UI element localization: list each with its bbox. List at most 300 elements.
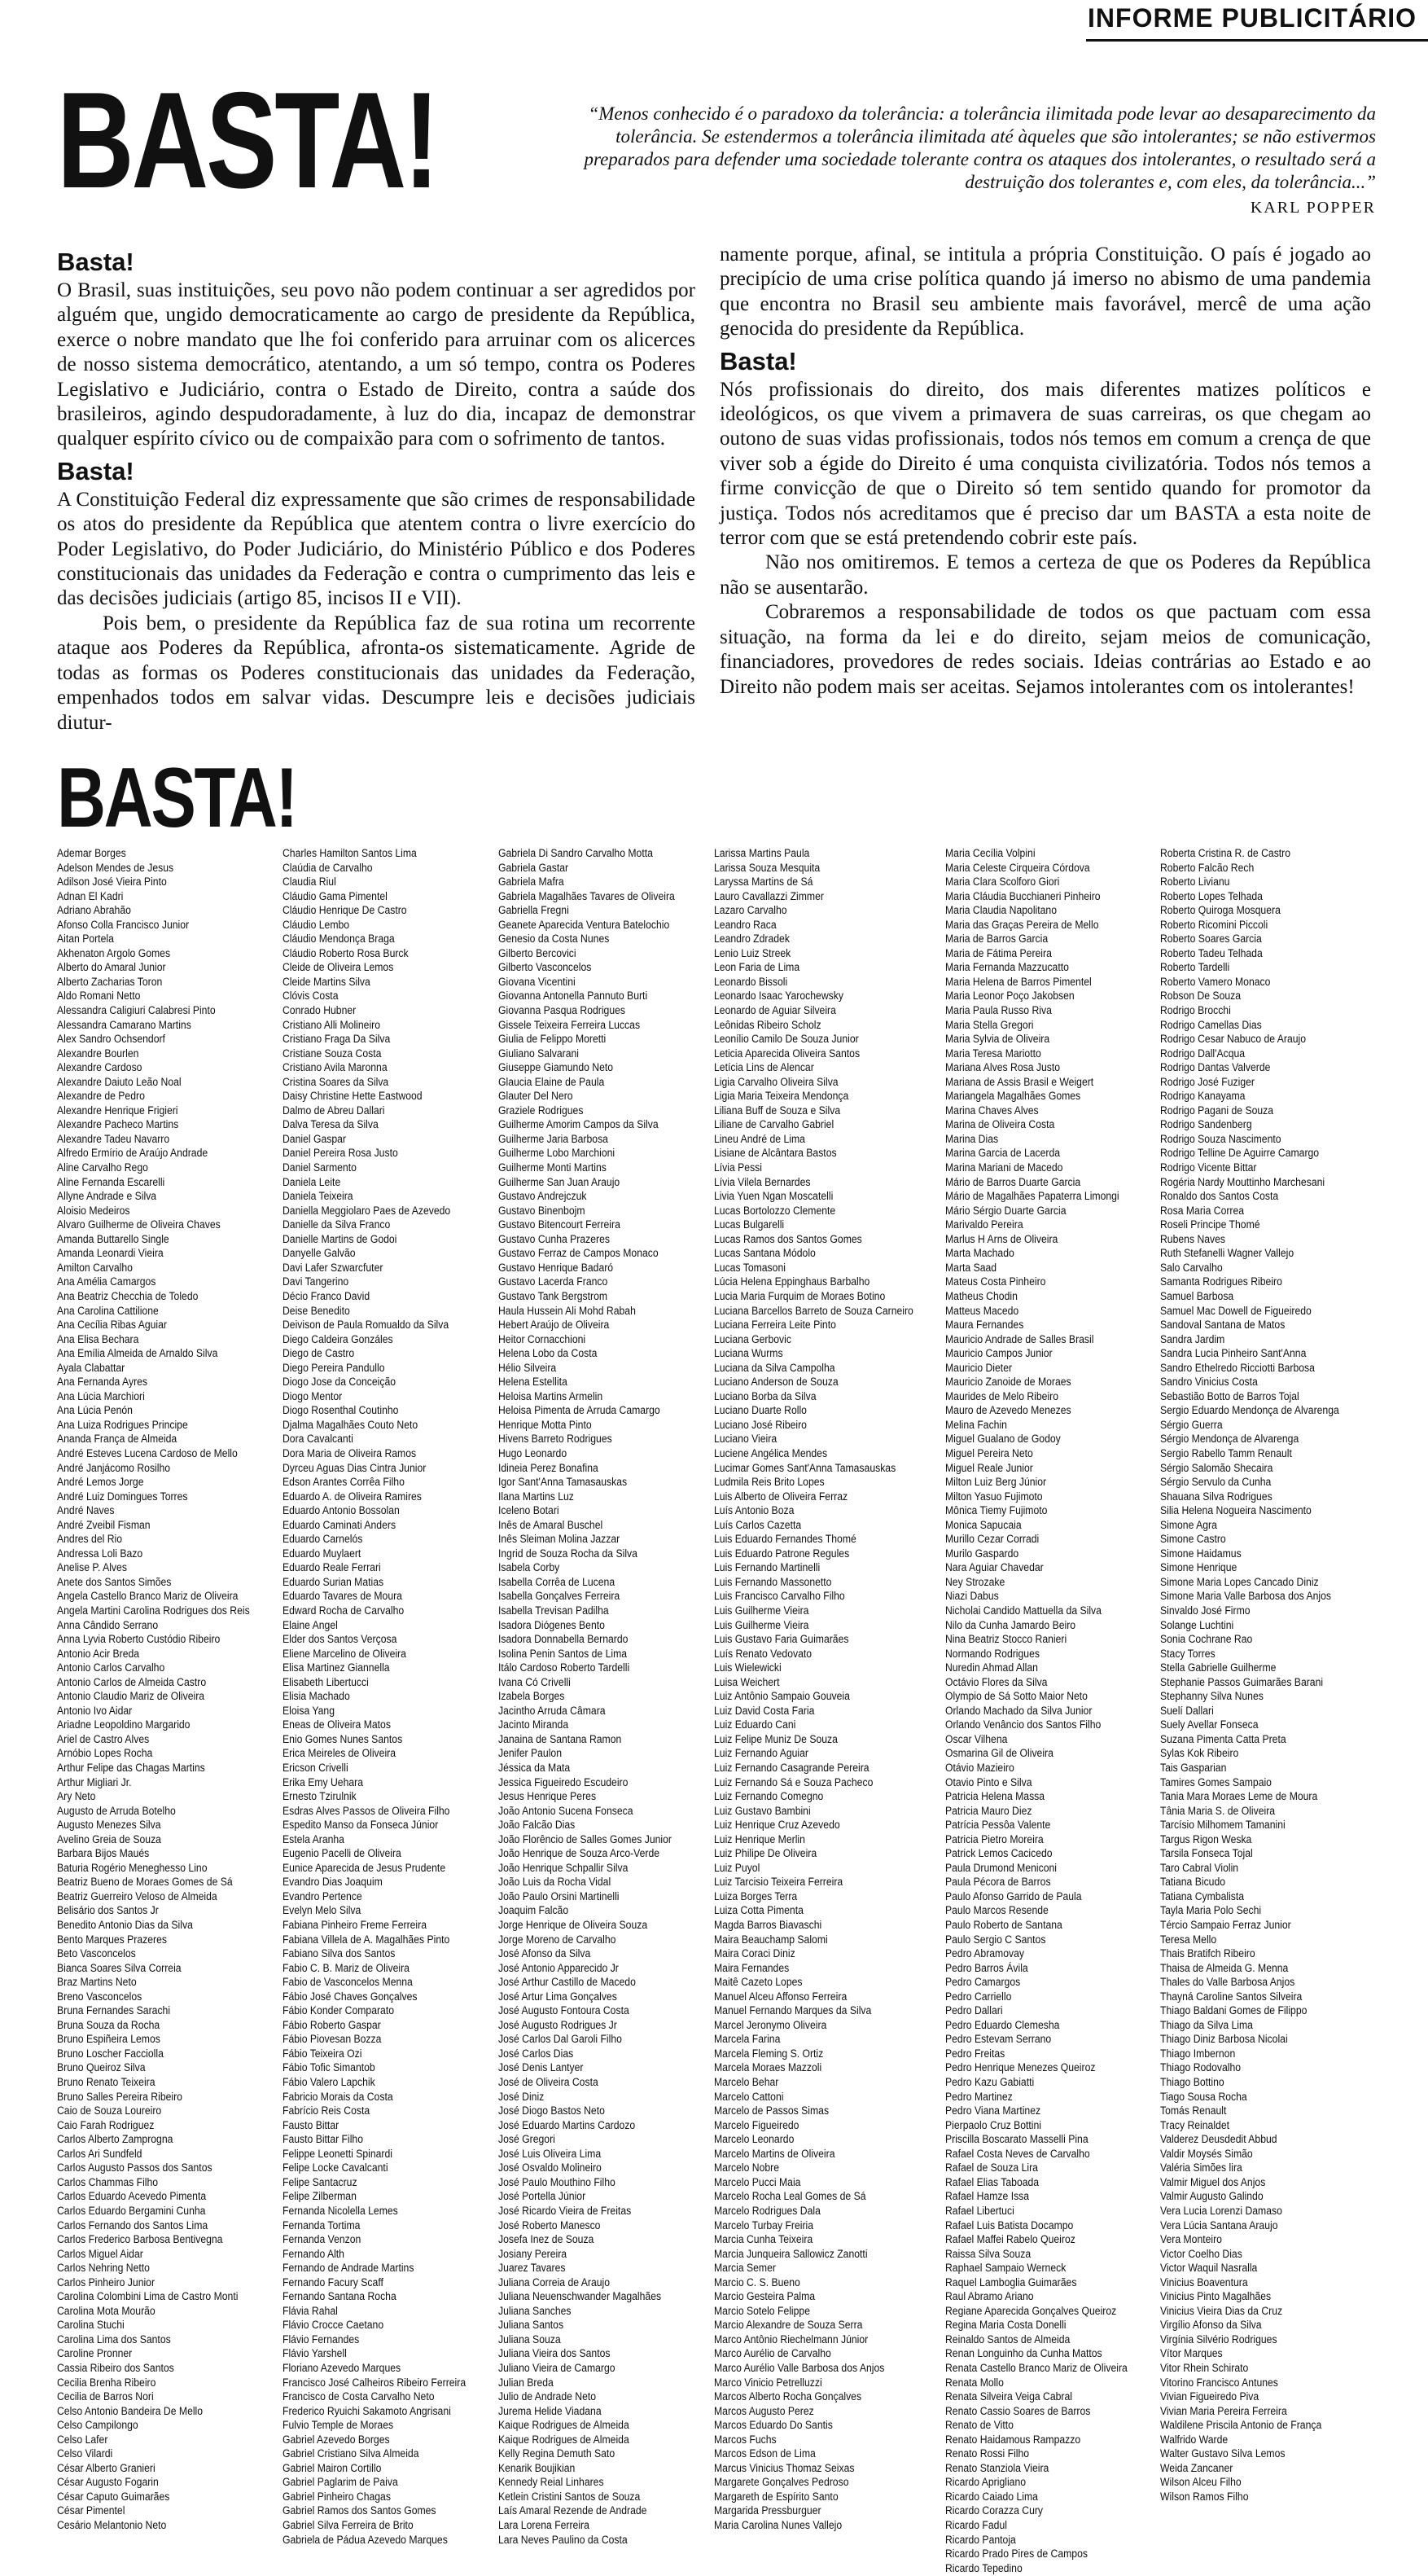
signatory-name: Arnóbio Lopes Rocha: [57, 1747, 153, 1761]
signatory-name: Thais Bratifch Ribeiro: [1160, 1947, 1255, 1961]
signatory-name: Djalma Magalhães Couto Neto: [283, 1418, 418, 1432]
signatory-name: Ananda França de Almeida: [57, 1433, 177, 1446]
signatory-name: Itálo Cardoso Roberto Tardelli: [497, 1661, 630, 1675]
signatory-name: Guilherme Lobo Marchioni: [497, 1147, 615, 1161]
signatory-name: Sandoval Santana de Matos: [1160, 1319, 1286, 1332]
signatory-name: Luiz Felipe Muniz De Souza: [713, 1732, 838, 1746]
signatory-name: Thiago Imbernon: [1160, 2047, 1236, 2060]
signatory-name: Maria Clara Scolforo Giori: [944, 875, 1059, 889]
signatory-name: Alexandre Tadeu Navarro: [57, 1132, 170, 1146]
signatory-name: Paulo Marcos Resende: [944, 1904, 1049, 1918]
signatory-name: Antonio Ivo Aidar: [57, 1704, 133, 1718]
signatory-name: Mário Sérgio Duarte Garcia: [944, 1204, 1067, 1218]
signatory-name: José Eduardo Martins Cardozo: [497, 2118, 636, 2132]
signatory-name: Gabriel Cristiano Silva Almeida: [283, 2447, 419, 2461]
signatory-name: Joaquim Falcão: [497, 1904, 569, 1918]
signatory-name: Fábio Piovesan Bozza: [283, 2033, 382, 2047]
signatory-name: Leonardo Bissoli: [713, 975, 787, 989]
signatory-name: Maurides de Melo Ribeiro: [944, 1389, 1058, 1403]
signatory-name: Jéssica da Mata: [497, 1762, 571, 1775]
signatory-name: Otávio Mazieiro: [944, 1762, 1014, 1775]
signatory-name: Ingrid de Souza Rocha da Silva: [497, 1547, 637, 1560]
signatory-name: Alexandre Henrique Frigieri: [57, 1104, 178, 1117]
signatory-name: Nara Aguiar Chavedar: [944, 1561, 1044, 1575]
signatory-name: Tiago Sousa Rocha: [1160, 2090, 1248, 2104]
signatory-name: José Osvaldo Molineiro: [497, 2161, 602, 2175]
signatory-name: Monica Sapucaia: [944, 1518, 1022, 1532]
signatory-name: Evandro Pertence: [283, 1889, 362, 1903]
signatory-name: Luiz Eduardo Cani: [713, 1718, 795, 1732]
signatory-name: Sonia Cochrane Rao: [1160, 1633, 1253, 1647]
signatory-name: Walter Gustavo Silva Lemos: [1160, 2447, 1286, 2461]
signatory-name: Geanete Aparecida Ventura Batelochio: [497, 918, 670, 932]
signatory-name: Ivana Có Crivelli: [497, 1675, 571, 1689]
signatory-name: Eduardo A. de Oliveira Ramires: [283, 1490, 423, 1503]
signatory-name: Eduardo Tavares de Moura: [283, 1590, 403, 1604]
signatory-name: Luiz Henrique Cruz Azevedo: [713, 1819, 840, 1832]
signatory-name: Amilton Carvalho: [57, 1261, 133, 1275]
signatory-name: Belisário dos Santos Jr: [57, 1904, 159, 1918]
signatory-name: Helena Lobo da Costa: [497, 1347, 598, 1361]
signatory-name: Elisabeth Libertucci: [283, 1675, 370, 1689]
signatory-name: Pedro Eduardo Clemesha: [944, 2018, 1060, 2032]
signatory-name: Simone Haidamus: [1160, 1547, 1242, 1560]
signatory-name: Pedro Abramovay: [944, 1947, 1024, 1961]
signatory-name: Ana Amélia Camargos: [57, 1275, 156, 1289]
signatory-name: Roberto Livianu: [1160, 875, 1230, 889]
article-column-right: [720, 243, 1371, 700]
signatory-name: Marco Vinicio Petrelluzzi: [713, 2376, 822, 2389]
signatory-name: Luis Eduardo Fernandes Thomé: [713, 1533, 856, 1547]
signatory-name: João Paulo Orsini Martinelli: [497, 1889, 620, 1903]
signatory-name: Danielle da Silva Franco: [283, 1218, 391, 1232]
signatory-name: Tayla Maria Polo Sechi: [1160, 1904, 1262, 1918]
signatory-name: André Zveibil Fisman: [57, 1518, 151, 1532]
signatory-name: Giovanna Antonella Pannuto Burti: [497, 990, 648, 1003]
signatory-name: Daniel Sarmento: [283, 1161, 357, 1175]
signatory-name: Maria Cecília Volpini: [944, 847, 1036, 860]
signatory-name: Marcio Gesteira Palma: [713, 2290, 815, 2304]
signatory-name: Maria Cláudia Bucchianeri Pinheiro: [944, 889, 1101, 903]
signatory-name: Luis Guilherme Vieira: [713, 1618, 809, 1632]
signatory-name: Luiz Gustavo Bambini: [713, 1804, 811, 1818]
signatory-name: Fabio C. B. Mariz de Oliveira: [283, 1961, 410, 1975]
signatory-name: Milton Yasuo Fujimoto: [944, 1490, 1043, 1503]
signatory-name: César Augusto Fogarin: [57, 2476, 159, 2490]
signatory-name: Murillo Cezar Corradi: [944, 1533, 1039, 1547]
signatory-name: Antonio Carlos Carvalho: [57, 1661, 165, 1675]
signatory-name: Renata Castello Branco Mariz de Oliveira: [944, 2361, 1128, 2375]
paragraph: Não nos omitiremos. E temos a certeza de que os Poderes da República não se ausentarão.: [720, 551, 1371, 599]
signatory-name: José Augusto Fontoura Costa: [497, 2004, 629, 2018]
signatory-name: Ney Strozake: [944, 1575, 1005, 1589]
signatory-name: Aline Carvalho Rego: [57, 1161, 148, 1175]
signatory-name: Marcelo Rodrigues Dala: [713, 2204, 821, 2218]
signatory-name: Salo Carvalho: [1160, 1261, 1223, 1275]
header-label: INFORME PUBLICITÁRIO: [1088, 3, 1417, 33]
signatory-name: Murilo Gaspardo: [944, 1547, 1018, 1560]
signatory-name: Gilberto Bercovici: [497, 946, 576, 960]
signatory-name: Alessandra Caligiuri Calabresi Pinto: [57, 1004, 216, 1018]
signatory-name: Carlos Augusto Passos dos Santos: [57, 2161, 212, 2175]
signatory-name: Isabella Corrêa de Lucena: [497, 1575, 615, 1589]
signatory-name: Carolina Lima dos Santos: [57, 2332, 171, 2346]
signatory-name: Larissa Souza Mesquita: [713, 861, 820, 875]
signatory-name: Pedro Viana Martinez: [944, 2104, 1040, 2118]
signatory-name: Marcela Fleming S. Ortiz: [713, 2047, 823, 2060]
signatory-name: Marcelo Pucci Maia: [713, 2175, 801, 2189]
signatory-name: Luciano Anderson de Souza: [713, 1376, 839, 1389]
signatory-name: Fernando de Andrade Martins: [283, 2262, 414, 2275]
signatory-name: Ana Lúcia Penón: [57, 1404, 133, 1418]
signatory-name: Isadora Donnabella Bernardo: [497, 1633, 629, 1647]
signatories-column: [945, 847, 1129, 2576]
signatory-name: Marcus Vinicius Thomaz Seixas: [713, 2461, 855, 2475]
signatory-name: Ayala Clabattar: [57, 1361, 125, 1375]
signatory-name: Luciana Barcellos Barreto de Souza Carneiro: [713, 1304, 913, 1318]
signatory-name: Sandra Jardim: [1160, 1332, 1225, 1346]
signatory-name: Luiz Fernando Comegno: [713, 1790, 823, 1804]
signatory-name: Luiz Fernando Aguiar: [713, 1747, 808, 1761]
signatory-name: Angela Castello Branco Mariz de Oliveira: [57, 1590, 239, 1604]
signatory-name: Rodrigo Dall'Acqua: [1160, 1047, 1246, 1060]
signatory-name: Lucas Ramos dos Santos Gomes: [713, 1232, 862, 1246]
signatory-name: Jenifer Paulon: [497, 1747, 562, 1761]
signatory-name: Luis Fernando Martinelli: [713, 1561, 820, 1575]
signatory-name: Danielle Martins de Godoi: [283, 1232, 397, 1246]
signatory-name: Juliano Vieira de Camargo: [497, 2361, 615, 2375]
signatory-name: Kenarik Boujikian: [497, 2461, 576, 2475]
signatory-name: Fábio Konder Comparato: [283, 2004, 395, 2018]
signatory-name: Antonio Carlos de Almeida Castro: [57, 1675, 207, 1689]
signatory-name: Luiz Fernando Casagrande Pereira: [713, 1762, 870, 1775]
signatory-name: Deivison de Paula Romualdo da Silva: [283, 1319, 449, 1332]
signatory-name: Luis Guilherme Vieira: [713, 1604, 809, 1617]
signatory-name: Pedro Carriello: [944, 1990, 1011, 2003]
signatory-name: Luisa Weichert: [713, 1675, 780, 1689]
signatory-name: Cláudio Gama Pimentel: [283, 889, 388, 903]
signatory-name: Gilberto Vasconcelos: [497, 961, 592, 975]
signatory-name: Luís Antonio Boza: [713, 1504, 794, 1518]
signatory-name: Fernanda Venzon: [283, 2233, 361, 2247]
signatory-name: Renato Stanziola Vieira: [944, 2461, 1049, 2475]
signatory-name: Mateus Costa Pinheiro: [944, 1275, 1046, 1289]
signatory-name: Rodrigo Vicente Bittar: [1160, 1161, 1257, 1175]
signatory-name: Luis Wielewicki: [713, 1661, 782, 1675]
signatory-name: João Florêncio de Salles Gomes Junior: [497, 1832, 672, 1846]
signatory-name: Maria Carolina Nunes Vallejo: [713, 2518, 842, 2532]
signatory-name: Heloisa Pimenta de Arruda Camargo: [497, 1404, 660, 1418]
signatory-name: Wilson Ramos Filho: [1160, 2490, 1249, 2504]
signatory-name: Breno Vasconcelos: [57, 1990, 142, 2003]
signatory-name: Raphael Sampaio Werneck: [944, 2262, 1066, 2275]
signatory-name: Ana Emília Almeida de Arnaldo Silva: [57, 1347, 218, 1361]
signatory-name: Bruno Renato Teixeira: [57, 2076, 156, 2090]
signatory-name: José Roberto Manesco: [497, 2218, 601, 2232]
signatory-name: Bento Marques Prazeres: [57, 1933, 167, 1946]
signatory-name: Giuliano Salvarani: [497, 1047, 579, 1060]
signatory-name: Gabriel Silva Ferreira de Brito: [283, 2518, 414, 2532]
signatory-name: Iceleno Botari: [497, 1504, 559, 1518]
signatory-name: Luiz Fernando Sá e Souza Pacheco: [713, 1775, 873, 1789]
signatory-name: Idineia Perez Bonafina: [497, 1461, 598, 1475]
signatory-name: Marcela Moraes Mazzoli: [713, 2061, 821, 2075]
signatory-name: Roberto Tardelli: [1160, 961, 1230, 975]
signatory-name: Bianca Soares Silva Correia: [57, 1961, 182, 1975]
signatory-name: Espedito Manso da Fonseca Júnior: [283, 1819, 439, 1832]
signatory-name: Juliana Correia de Araujo: [497, 2275, 610, 2289]
signatory-name: Conrado Hubner: [283, 1004, 357, 1018]
signatory-name: Tracy Reinaldet: [1160, 2118, 1230, 2132]
signatory-name: Vítor Marques: [1160, 2347, 1223, 2361]
signatory-name: Carlos Eduardo Bergamini Cunha: [57, 2204, 206, 2218]
signatory-name: Simone Maria Lopes Cancado Diniz: [1160, 1575, 1319, 1589]
signatory-name: Ana Fernanda Ayres: [57, 1376, 148, 1389]
signatory-name: Ariel de Castro Alves: [57, 1732, 150, 1746]
signatory-name: Ligia Maria Teixeira Mendonça: [713, 1090, 848, 1104]
signatory-name: Mauricio Dieter: [944, 1361, 1012, 1375]
signatory-name: Rodrigo José Fuziger: [1160, 1075, 1255, 1089]
signatory-name: Graziele Rodrigues: [497, 1104, 584, 1117]
signatory-name: Ricardo Corazza Cury: [944, 2504, 1043, 2518]
signatory-name: Thiago Bottino: [1160, 2076, 1224, 2090]
signatory-name: Alfredo Ermírio de Araújo Andrade: [57, 1147, 208, 1161]
signatory-name: Shauana Silva Rodrigues: [1160, 1490, 1272, 1503]
signatory-name: Hélio Silveira: [497, 1361, 557, 1375]
signatory-name: Guilherme Amorim Campos da Silva: [497, 1118, 659, 1132]
signatory-name: José Luis Oliveira Lima: [497, 2147, 602, 2161]
signatory-name: Marivaldo Pereira: [944, 1218, 1023, 1232]
signatory-name: Fabiana Villela de A. Magalhães Pinto: [283, 1933, 450, 1946]
signatory-name: Diego Pereira Pandullo: [283, 1361, 385, 1375]
signatory-name: Augusto de Arruda Botelho: [57, 1804, 176, 1818]
signatory-name: Guilherme San Juan Araujo: [497, 1175, 620, 1189]
signatory-name: Anna Cândido Serrano: [57, 1618, 159, 1632]
signatory-name: Jurema Helide Viadana: [497, 2404, 602, 2418]
signatory-name: Luis Eduardo Patrone Regules: [713, 1547, 849, 1560]
signatory-name: Tatiana Bicudo: [1160, 1876, 1226, 1889]
signatory-name: Alvaro Guilherme de Oliveira Chaves: [57, 1218, 221, 1232]
signatory-name: Davi Tangerino: [283, 1275, 349, 1289]
signatory-name: Tomás Renault: [1160, 2104, 1227, 2118]
signatory-name: Valdir Moysés Simão: [1160, 2147, 1253, 2161]
signatory-name: Roseli Principe Thomé: [1160, 1218, 1260, 1232]
signatory-name: Raul Abramo Ariano: [944, 2290, 1034, 2304]
signatory-name: Valmir Miguel dos Anjos: [1160, 2175, 1266, 2189]
signatory-name: Sylas Kok Ribeiro: [1160, 1747, 1239, 1761]
signatory-name: Mauricio Andrade de Salles Brasil: [944, 1332, 1094, 1346]
signatory-name: Maria Sylvia de Oliveira: [944, 1033, 1049, 1047]
signatory-name: Maria Celeste Cirqueira Córdova: [944, 861, 1090, 875]
signatory-name: Roberto Lopes Telhada: [1160, 889, 1264, 903]
signatory-name: Rodrigo Cesar Nabuco de Araujo: [1160, 1033, 1307, 1047]
signatory-name: Ariadne Leopoldino Margarido: [57, 1718, 191, 1732]
signatory-name: Diego Caldeira Gonzáles: [283, 1332, 393, 1346]
signatory-name: César Caputo Guimarães: [57, 2490, 170, 2504]
signatory-name: Renata Silveira Veiga Cabral: [944, 2390, 1072, 2404]
signatory-name: Rafael Maffei Rabelo Queiroz: [944, 2233, 1075, 2247]
signatory-name: Solange Luchtini: [1160, 1618, 1234, 1632]
signatory-name: Ary Neto: [57, 1790, 96, 1804]
signatory-name: Nicholai Candido Mattuella da Silva: [944, 1604, 1102, 1617]
signatory-name: Francisco José Calheiros Ribeiro Ferreira: [283, 2376, 467, 2389]
signatory-name: Margarete Gonçalves Pedroso: [713, 2476, 849, 2490]
signatory-name: Gabriel Paglarim de Paiva: [283, 2476, 398, 2490]
signatory-name: Diogo Rosenthal Coutinho: [283, 1404, 399, 1418]
signatory-name: Leonardo de Aguiar Silveira: [713, 1004, 836, 1018]
signatory-name: Margareth de Espírito Santo: [713, 2490, 839, 2504]
signatory-name: Diogo Mentor: [283, 1389, 343, 1403]
signatory-name: Valderez Deusdedit Abbud: [1160, 2133, 1277, 2147]
signatory-name: Cláudio Mendonça Braga: [283, 933, 395, 946]
signatory-name: Marcelo Turbay Freiria: [713, 2218, 813, 2232]
signatory-name: Thiago Rodovalho: [1160, 2061, 1242, 2075]
signatory-name: Amanda Buttarello Single: [57, 1232, 169, 1246]
signatory-name: Ruth Stefanelli Wagner Vallejo: [1160, 1247, 1294, 1261]
signatory-name: Roberto Falcão Rech: [1160, 861, 1255, 875]
epigraph-quote: “Menos conhecido é o paradoxo da tolerância: a tolerância ilimitada pode levar ao desaparecimento da tolerância. Se estendermos a tolerância ilimitada até àqueles que são intolerantes; se não estivermos preparados para defender uma sociedade tolerante contra os ataques dos intolerantes, o resultado será a destruição dos tolerantes e, com eles, da tolerância...”: [584, 103, 1376, 192]
signatory-name: Luiz Antônio Sampaio Gouveia: [713, 1690, 850, 1704]
signatory-name: Lazaro Carvalho: [713, 904, 787, 918]
signatory-name: Otavio Pinto e Silva: [944, 1775, 1032, 1789]
signatory-name: Celso Campilongo: [57, 2419, 138, 2433]
signatory-name: Daniela Leite: [283, 1175, 341, 1189]
signatory-name: Marta Machado: [944, 1247, 1014, 1261]
signatory-name: Osmarina Gil de Oliveira: [944, 1747, 1053, 1761]
signatory-name: Leonardo Isaac Yarochewsky: [713, 990, 843, 1003]
signatory-name: Lucia Maria Furquim de Moraes Botino: [713, 1289, 885, 1303]
signatory-name: Simone Castro: [1160, 1533, 1226, 1547]
signatory-name: Marcio Alexandre de Souza Serra: [713, 2319, 863, 2332]
signatory-name: Janaina de Santana Ramon: [497, 1732, 622, 1746]
signatory-name: Mauricio Campos Junior: [944, 1347, 1053, 1361]
signatory-name: José Diogo Bastos Neto: [497, 2104, 605, 2118]
signatory-name: Gabriella Fregni: [497, 904, 569, 918]
signatory-name: Renato Haidamous Rampazzo: [944, 2433, 1080, 2447]
signatory-name: Inês de Amaral Buschel: [497, 1518, 603, 1532]
signatory-name: Maria Stella Gregori: [944, 1018, 1034, 1032]
signatory-name: Heitor Cornacchioni: [497, 1332, 586, 1346]
signatory-name: Luciana Wurms: [713, 1347, 783, 1361]
signatory-name: Luiz Philipe De Oliveira: [713, 1847, 817, 1861]
paragraph: Pois bem, o presidente da República faz de sua rotina um recorrente ataque aos Poderes da República, afronta-os sistematicamente. Agride de todas as formas os Poderes constitucionais das unidades da Federação, empenhados todos em salvar vidas. Descumpre leis e decisões judiciais diutur-: [57, 612, 695, 734]
signatory-name: Fábio Teixeira Ozi: [283, 2047, 362, 2060]
signatory-name: Sérgio Servulo da Cunha: [1160, 1476, 1272, 1490]
signatory-name: Alexandre de Pedro: [57, 1090, 145, 1104]
signatory-name: Marcelo Martins de Oliveira: [713, 2147, 835, 2161]
signatory-name: Leandro Raca: [713, 918, 777, 932]
signatory-name: Haula Hussein Ali Mohd Rabah: [497, 1304, 636, 1318]
signatory-name: Maria de Barros Garcia: [944, 933, 1048, 946]
signatory-name: Sergio Rabello Tamm Renault: [1160, 1446, 1293, 1460]
signatory-name: Décio Franco David: [283, 1289, 370, 1303]
signatory-name: Cecilia Brenha Ribeiro: [57, 2376, 156, 2389]
signatory-name: João Antonio Sucena Fonseca: [497, 1804, 633, 1818]
signatory-name: Ana Beatriz Checchia de Toledo: [57, 1289, 199, 1303]
signatory-name: Marcelo Rocha Leal Gomes de Sá: [713, 2190, 866, 2204]
signatory-name: Ketlein Cristini Santos de Souza: [497, 2490, 641, 2504]
signatory-name: Virgínia Silvério Rodrigues: [1160, 2332, 1277, 2346]
signatory-name: Luciano Duarte Rollo: [713, 1404, 807, 1418]
signatory-name: Luciano José Ribeiro: [713, 1418, 807, 1432]
signatory-name: Eduardo Caminati Anders: [283, 1518, 396, 1532]
signatory-name: Carlos Ari Sundfeld: [57, 2147, 142, 2161]
signatory-name: Lara Lorena Ferreira: [497, 2518, 589, 2532]
signatory-name: Vera Lúcia Santana Araujo: [1160, 2218, 1278, 2232]
signatory-name: Gustavo Bitencourt Ferreira: [497, 1218, 620, 1232]
signatory-name: César Alberto Granieri: [57, 2461, 156, 2475]
signatory-name: Gabriel Mairon Cortillo: [283, 2461, 382, 2475]
signatory-name: Manuel Fernando Marques da Silva: [713, 2004, 871, 2018]
signatory-name: João Henrique Schpallir Silva: [497, 1861, 629, 1875]
signatory-name: Giuseppe Giamundo Neto: [497, 1061, 613, 1075]
signatory-name: Fausto Bittar Filho: [283, 2133, 364, 2147]
signatory-name: Gustavo Henrique Badaró: [497, 1261, 613, 1275]
signatory-name: Caroline Pronner: [57, 2347, 133, 2361]
signatory-name: Kennedy Reial Linhares: [497, 2476, 604, 2490]
signatory-name: José Arthur Castillo de Macedo: [497, 1976, 636, 1990]
signatory-name: Luciano Vieira: [713, 1433, 777, 1446]
signatory-name: César Pimentel: [57, 2504, 125, 2518]
signatory-name: Elaine Angel: [283, 1618, 339, 1632]
signatory-name: Kaique Rodrigues de Almeida: [497, 2433, 629, 2447]
signatory-name: Luiz Henrique Merlin: [713, 1832, 805, 1846]
signatory-name: Heloisa Martins Armelin: [497, 1389, 603, 1403]
signatory-name: Sandro Vinicius Costa: [1160, 1376, 1259, 1389]
signatory-name: Mauricio Zanoide de Moraes: [944, 1376, 1071, 1389]
signatory-name: Rodrigo Dantas Valverde: [1160, 1061, 1271, 1075]
signatory-name: Sérgio Guerra: [1160, 1418, 1223, 1432]
signatory-name: Claúdia de Carvalho: [283, 861, 373, 875]
signatory-name: Carlos Alberto Zamprogna: [57, 2133, 173, 2147]
section-heading: Basta!: [720, 346, 797, 375]
signatory-name: Melina Fachin: [944, 1418, 1007, 1432]
signatory-name: Matteus Macedo: [944, 1304, 1018, 1318]
signatory-name: Cristiano Fraga Da Silva: [283, 1033, 391, 1047]
header-bar: [1086, 0, 1428, 42]
signatory-name: Pedro Martinez: [944, 2090, 1013, 2104]
signatory-name: Pedro Henrique Menezes Queiroz: [944, 2061, 1096, 2075]
signatory-name: Fábio Valero Lapchik: [283, 2076, 375, 2090]
signatory-name: Fábio Tofic Simantob: [283, 2061, 375, 2075]
signatory-name: Rodrigo Telline De Aguirre Camargo: [1160, 1147, 1320, 1161]
signatory-name: João Luis da Rocha Vidal: [497, 1876, 611, 1889]
signatory-name: Lisiane de Alcântara Bastos: [713, 1147, 837, 1161]
signatory-name: Fernando Santana Rocha: [283, 2290, 396, 2304]
signatory-name: Dalmo de Abreu Dallari: [283, 1104, 385, 1117]
signatory-name: Bruno Queiroz Silva: [57, 2061, 146, 2075]
signatory-name: Felipe Santacruz: [283, 2175, 357, 2189]
signatory-name: Julian Breda: [497, 2376, 554, 2389]
signatory-name: Ricardo Caiado Lima: [944, 2490, 1038, 2504]
signatory-name: Marcos Fuchs: [713, 2433, 777, 2447]
signatory-name: José Gregori: [497, 2133, 555, 2147]
signatory-name: Marco Antônio Riechelmann Júnior: [713, 2332, 868, 2346]
signatory-name: José Paulo Mouthino Filho: [497, 2175, 615, 2189]
signatory-name: Maria das Graças Pereira de Mello: [944, 918, 1099, 932]
signatory-name: Patrick Lemos Cacicedo: [944, 1847, 1053, 1861]
signatory-name: Isadora Diógenes Bento: [497, 1618, 605, 1632]
signatory-name: Andressa Loli Bazo: [57, 1547, 143, 1560]
signatory-name: Matheus Chodin: [944, 1289, 1018, 1303]
signatory-name: André Naves: [57, 1504, 115, 1518]
signatory-name: Roberto Ricomini Piccoli: [1160, 918, 1268, 932]
signatory-name: Clóvis Costa: [283, 990, 339, 1003]
signatory-name: Daniel Gaspar: [283, 1132, 347, 1146]
signatory-name: Benedito Antonio Dias da Silva: [57, 1919, 193, 1933]
signatory-name: Luciene Angélica Mendes: [713, 1446, 827, 1460]
signatory-name: Rodrigo Souza Nascimento: [1160, 1132, 1281, 1146]
